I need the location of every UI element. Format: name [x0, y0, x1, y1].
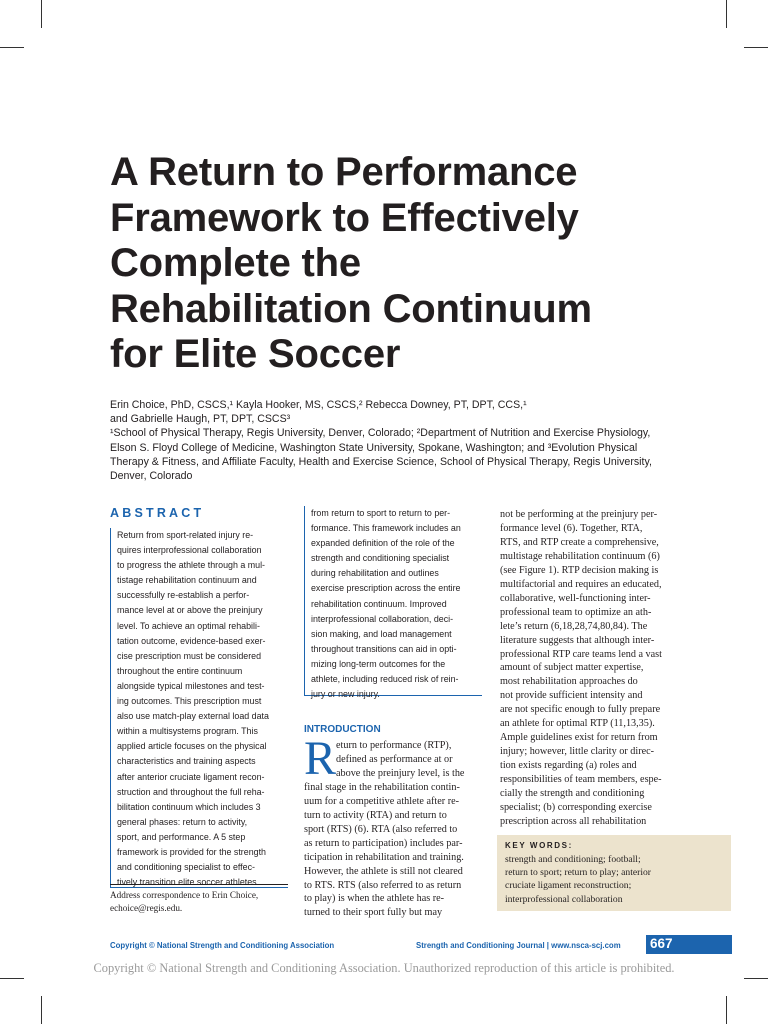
title-line: Complete the: [110, 241, 361, 285]
abstract-line: bilitation continuum which includes 3: [117, 801, 261, 812]
introduction-text: [304, 732, 482, 920]
abstract-line: cise prescription must be considered: [117, 650, 262, 661]
body-line: collaborative, well-functioning inter-: [500, 592, 651, 604]
intro-line: However, the athlete is still not cleared: [304, 865, 463, 877]
affiliation: Denver, Colorado: [110, 470, 193, 483]
abstract-line: framework is provided for the strength: [117, 846, 266, 857]
footer-journal[interactable]: Strength and Conditioning Journal | www.nsca-scj.com: [416, 941, 621, 950]
abstract-line: level. To achieve an optimal rehabili-: [117, 620, 260, 631]
crop-mark-tr-h: [744, 47, 768, 48]
copyright-notice: Copyright © National Strength and Conditioning Association. Unauthorized reproduction of this article is prohibited.: [93, 961, 675, 975]
body-line: Ample guidelines exist for return from: [500, 732, 658, 744]
crop-mark-br-h: [744, 978, 768, 979]
drop-cap: R: [304, 732, 337, 785]
abstract-text-continued: [311, 506, 482, 702]
body-line: RTS, and RTP create a comprehensive,: [500, 536, 659, 548]
abstract-line: expanded definition of the role of the: [311, 538, 455, 549]
abstract-line: rehabilitation continuum. Improved: [311, 598, 447, 609]
abstract-line: sport, and performance. A 5 step: [117, 831, 246, 842]
intro-line: to play) is when the athlete has re-: [304, 893, 445, 905]
crop-mark-tl-v: [41, 0, 42, 28]
body-line: not provide sufficient intensity and: [500, 690, 643, 702]
body-line: tion exists regarding (a) roles and: [500, 760, 637, 772]
body-column-3: [500, 508, 678, 829]
intro-line: as return to participation) includes par-: [304, 837, 463, 849]
abstract-line: formance. This framework includes an: [311, 523, 461, 534]
title-line: Rehabilitation Continuum: [110, 286, 592, 331]
abstract-line: tation outcome, evidence-based exer-: [117, 635, 266, 646]
intro-line: turned to their sport fully but may: [304, 907, 443, 919]
abstract-line: to progress the athlete through a mul-: [117, 560, 266, 571]
affiliation: Therapy & Fitness, and Affiliate Faculty, Health and Exercise Science, School of Physical Therapy, Regis University,: [110, 455, 652, 468]
abstract-line: tistage rehabilitation continuum and: [117, 575, 257, 586]
intro-line: uum for a competitive athlete after re-: [304, 795, 460, 807]
abstract-line: characteristics and training aspects: [117, 756, 256, 767]
abstract-line: athlete, including reduced risk of rein-: [311, 674, 459, 685]
keywords-box: [497, 835, 731, 911]
body-line: an athlete for optimal RTP (11,13,35).: [500, 718, 655, 730]
body-line: formance level (6). Together, RTA,: [500, 522, 643, 534]
body-line: cially the strength and conditioning: [500, 788, 645, 800]
abstract-line: alongside typical milestones and test-: [117, 680, 265, 691]
abstract-line: mance level at or above the preinjury: [117, 605, 263, 616]
body-line: (see Figure 1). RTP decision making is: [500, 564, 659, 576]
intro-line: turn to activity (RTA) and return to: [304, 809, 447, 821]
intro-line: sport (RTS) (6). RTA (also referred to: [304, 823, 458, 835]
author-block: [110, 398, 680, 483]
abstract-line: within a multisystems program. This: [117, 726, 258, 737]
keywords-heading: KEY WORDS:: [505, 841, 573, 850]
body-line: lete’s return (6,18,28,74,80,84). The: [500, 620, 648, 632]
article-title: [110, 150, 710, 378]
body-line: not be performing at the preinjury per-: [500, 509, 658, 520]
crop-mark-br-v: [726, 996, 727, 1024]
intro-line: eturn to performance (RTP),: [336, 740, 452, 751]
abstract-line: jury or new injury.: [311, 689, 380, 700]
intro-line: to RTS. RTS (also referred to as return: [304, 879, 462, 891]
body-line: multistage rehabilitation continuum (6): [500, 550, 660, 562]
intro-line: above the preinjury level, is the: [336, 767, 465, 779]
body-line: specialist; (b) corresponding exercise: [500, 802, 652, 814]
body-line: literature suggests that although inter-: [500, 634, 655, 646]
body-line: responsibilities of team members, espe-: [500, 774, 662, 786]
abstract-line: quires interprofessional collaboration: [117, 545, 262, 556]
footer-copyright: Copyright © National Strength and Conditioning Association: [110, 941, 335, 950]
address-line: Address correspondence to Erin Choice,: [110, 890, 259, 900]
crop-mark-bl-h: [0, 978, 24, 979]
keyword-line: cruciate ligament reconstruction;: [505, 880, 632, 892]
correspondence-address: [110, 884, 288, 915]
abstract-line: successfully re-establish a perfor-: [117, 590, 250, 601]
introduction-heading: INTRODUCTION: [304, 724, 381, 735]
abstract-box: [110, 528, 288, 888]
abstract-line: interprofessional collaboration, deci-: [311, 613, 454, 624]
keyword-line: interprofessional collaboration: [505, 893, 623, 905]
abstract-column: [110, 506, 288, 888]
body-line: injury; however, little clarity or direc-: [500, 746, 655, 758]
affiliation: Elson S. Floyd College of Medicine, Washington State University, Spokane, Washington; and ³Evolution Physical: [110, 441, 638, 454]
abstract-continued: [304, 506, 482, 700]
affiliation: ¹School of Physical Therapy, Regis University, Denver, Colorado; ²Department of Nutrition and Exercise Physiology,: [110, 427, 651, 440]
intro-line: final stage in the rehabilitation contin-: [304, 781, 460, 793]
abstract-line: applied article focuses on the physical: [117, 741, 267, 752]
body-line: professional RTP care teams lend a vast: [500, 648, 662, 660]
title-line: Framework to Effectively: [110, 195, 579, 240]
abstract-line: exercise prescription across the entire: [311, 583, 461, 594]
crop-mark-tl-h: [0, 47, 24, 48]
author-names: and Gabrielle Haugh, PT, DPT, CSCS³: [110, 413, 291, 426]
abstract-line: sion making, and load management: [311, 628, 452, 639]
crop-mark-tr-v: [726, 0, 727, 28]
abstract-line: ing outcomes. This prescription must: [117, 696, 262, 707]
address-email[interactable]: echoice@regis.edu.: [110, 903, 183, 914]
abstract-line: Return from sport-related injury re-: [117, 530, 254, 540]
abstract-line: after anterior cruciate ligament recon-: [117, 771, 265, 782]
intro-line: ticipation in rehabilitation and training.: [304, 851, 464, 863]
abstract-line: during rehabilitation and outlines: [311, 568, 439, 579]
keywords-list: [505, 853, 723, 906]
abstract-box-continued: [304, 506, 482, 700]
body-line: professional team to optimize an ath-: [500, 606, 652, 618]
abstract-line: throughout transitions can aid in opti-: [311, 643, 457, 654]
abstract-heading: ABSTRACT: [110, 506, 205, 520]
introduction-body: [304, 781, 482, 921]
body-line: prescription across all rehabilitation: [500, 815, 647, 827]
abstract-line: mizing long-term outcomes for the: [311, 658, 446, 669]
page-number: 667: [646, 935, 732, 954]
abstract-line: and conditioning specialist to effec-: [117, 862, 255, 873]
body-line: are not specific enough to fully prepare: [500, 704, 661, 716]
title-line: for Elite Soccer: [110, 332, 401, 376]
keyword-line: strength and conditioning; football;: [505, 854, 641, 865]
abstract-line: also use match-play external load data: [117, 711, 269, 722]
author-names: Erin Choice, PhD, CSCS,¹ Kayla Hooker, MS, CSCS,² Rebecca Downey, PT, DPT, CCS,¹: [110, 399, 527, 411]
abstract-line: from return to sport to return to per-: [311, 508, 451, 518]
body-line: multifactorial and requires an educated,: [500, 578, 662, 590]
body-line: amount of subject matter expertise,: [500, 662, 644, 674]
body-line: most rehabilitation approaches do: [500, 676, 638, 688]
abstract-line: general phases: return to activity,: [117, 816, 248, 827]
title-line: A Return to Performance: [110, 150, 578, 194]
abstract-line: strength and conditioning specialist: [311, 553, 450, 564]
abstract-text: [117, 528, 288, 890]
intro-line: defined as performance at or: [336, 753, 453, 765]
crop-mark-bl-v: [41, 996, 42, 1024]
abstract-line: struction and throughout the full reha-: [117, 786, 265, 797]
abstract-line: throughout the entire continuum: [117, 665, 243, 676]
abstract-line: tively transition elite soccer athletes: [117, 877, 257, 888]
keyword-line: return to sport; return to play; anterior: [505, 867, 651, 879]
